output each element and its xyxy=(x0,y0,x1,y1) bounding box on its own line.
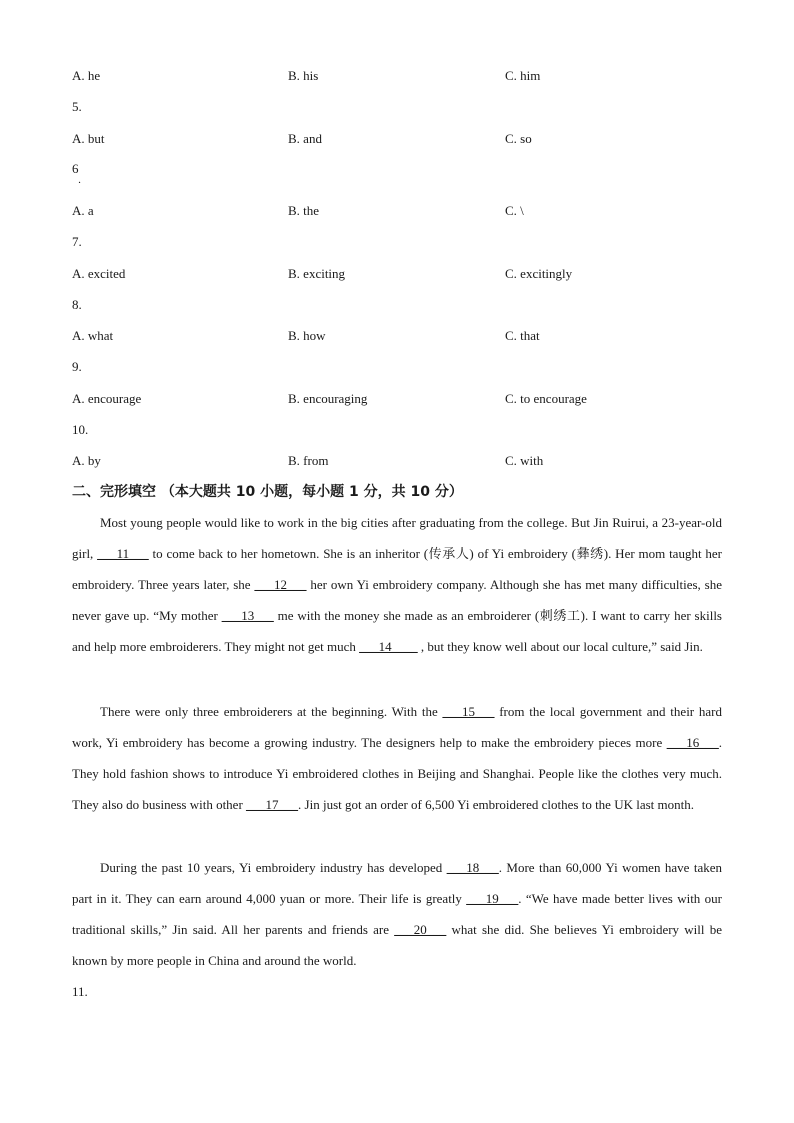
blank-19: ___19___ xyxy=(466,891,519,906)
q6-option-c: C. \ xyxy=(505,203,524,218)
passage-text: Most young people would like to work in the big cities after graduating from the college. But Jin Ruirui, a 23-year-old girl, xyxy=(72,515,722,561)
blank-12: ___12___ xyxy=(254,577,307,592)
q6-options xyxy=(72,202,752,220)
passage-text: . Jin just got an order of 6,500 Yi embroidered clothes to the UK last month. xyxy=(298,797,695,812)
blank-18: ___18___ xyxy=(446,860,499,875)
q4-option-a: A. he xyxy=(72,68,101,83)
q5-option-c: C. so xyxy=(505,131,532,146)
q10-number: 10. xyxy=(72,422,89,437)
blank-16: ___16___ xyxy=(666,735,719,750)
q8-option-c: C. that xyxy=(505,328,540,343)
q6-number: 6 xyxy=(72,161,79,176)
passage-text: from the local government and their hard work, Yi embroidery has become a growing industry. The designers help to make the embroidery pieces more xyxy=(72,704,722,750)
passage-text: . They hold fashion shows to introduce Yi embroidered clothes in Beijing and Shanghai. People like the clothes very much. They also do business with other xyxy=(72,735,722,812)
q9-option-b: B. encouraging xyxy=(288,391,368,406)
q7-option-a: A. excited xyxy=(72,266,126,281)
passage-text: . More than 60,000 Yi women have taken part in it. They can earn around 4,000 yuan or more. Their life is greatly xyxy=(72,860,722,906)
passage-text: , but they know well about our local culture,” said Jin. xyxy=(417,639,703,654)
q5-option-b: B. and xyxy=(288,131,322,146)
q7-number: 7. xyxy=(72,234,82,249)
q8-options xyxy=(72,327,752,345)
passage-text: her own Yi embroidery company. Although she has met many difficulties, she never gave up. “My mother xyxy=(72,577,723,623)
passage-paragraph-2 xyxy=(72,696,722,820)
passage-text: to come back to her hometown. She is an inheritor (传承人) of Yi embroidery (彝绣). Her mom taught her embroidery. Three years later, she xyxy=(72,546,722,592)
blank-15: ___15___ xyxy=(442,704,495,719)
blank-20: ___20___ xyxy=(394,922,447,937)
q6-number-dot: ． xyxy=(78,175,88,186)
passage-paragraph-1 xyxy=(72,507,722,662)
passage-text: During the past 10 years, Yi embroidery industry has developed xyxy=(100,860,447,875)
blank-11: ___11___ xyxy=(97,546,149,561)
blank-17: ___17___ xyxy=(246,797,299,812)
q4-option-b: B. his xyxy=(288,68,319,83)
passage-text: . “We have made better lives with our traditional skills,” Jin said. All her parents and friends are xyxy=(72,891,722,937)
q9-number: 9. xyxy=(72,359,82,374)
q7-options xyxy=(72,265,752,283)
q5-number: 5. xyxy=(72,99,82,114)
q8-option-a: A. what xyxy=(72,328,114,343)
q9-option-a: A. encourage xyxy=(72,391,142,406)
q10-option-a: A. by xyxy=(72,453,101,468)
q9-option-c: C. to encourage xyxy=(505,391,587,406)
q9-options xyxy=(72,390,752,408)
blank-14: ___14____ xyxy=(359,639,418,654)
q7-option-c: C. excitingly xyxy=(505,266,573,281)
passage-text: There were only three embroiderers at the beginning. With the xyxy=(100,704,443,719)
q11-number: 11. xyxy=(72,984,88,999)
passage-text: me with the money she made as an embroiderer (刺绣工). I want to carry her skills and help more embroiderers. They might not get much xyxy=(72,608,722,654)
q4-options xyxy=(72,67,752,85)
q10-option-b: B. from xyxy=(288,453,329,468)
q6-option-b: B. the xyxy=(288,203,320,218)
q8-option-b: B. how xyxy=(288,328,326,343)
passage-paragraph-3 xyxy=(72,852,722,976)
q10-option-c: C. with xyxy=(505,453,544,468)
q8-number: 8. xyxy=(72,297,82,312)
q6-option-a: A. a xyxy=(72,203,94,218)
q10-options xyxy=(72,452,752,470)
blank-13: ___13___ xyxy=(221,608,274,623)
q4-option-c: C. him xyxy=(505,68,541,83)
q5-options xyxy=(72,130,752,148)
section-heading-cloze: 二、完形填空 （本大题共 10 小题，每小题 1 分，共 10 分） xyxy=(72,484,463,500)
q5-option-a: A. but xyxy=(72,131,105,146)
q7-option-b: B. exciting xyxy=(288,266,346,281)
passage-text: what she did. She believes Yi embroidery will be known by more people in China and around the world. xyxy=(72,922,722,968)
